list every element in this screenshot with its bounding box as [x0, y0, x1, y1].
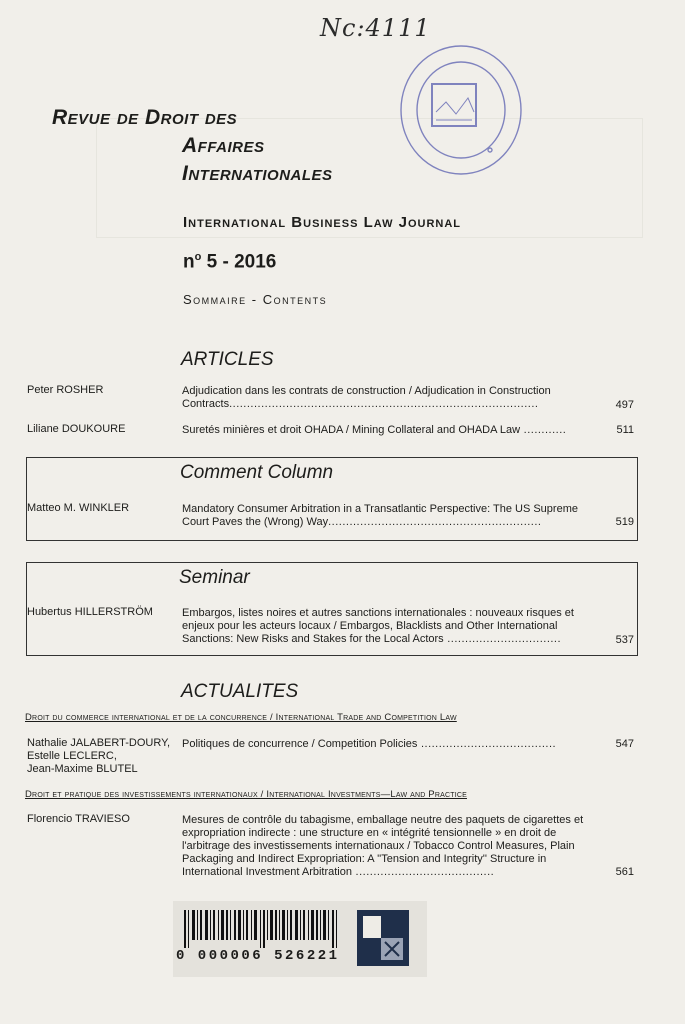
journal-subtitle: International Business Law Journal: [183, 214, 462, 231]
article-title-text: Adjudication dans les contrats de construction / Adjudication in Construction Contracts: [182, 385, 551, 410]
comment-title-text: Mandatory Consumer Arbitration in a Transatlantic Perspective: The US Supreme Court Paves the (Wrong) Way: [182, 503, 578, 528]
article-title: Adjudication dans les contrats de construction / Adjudication in Construction Contracts.......................................................................................: [182, 385, 551, 410]
library-stamp: [398, 42, 524, 178]
issue-rest: 5 - 2016: [201, 251, 277, 273]
competition-title: Politiques de concurrence / Competition Policies ......................................: [182, 738, 557, 750]
journal-title-line2: Affaires: [182, 134, 265, 157]
seminar-heading: Seminar: [179, 567, 250, 588]
barcode-digits: 0 000006 526221: [176, 948, 340, 964]
article-page: 511: [616, 424, 634, 436]
competition-authors: [27, 737, 170, 776]
actualites-heading: ACTUALITES: [181, 681, 299, 702]
competition-author: Estelle LECLERC,: [27, 750, 117, 762]
comment-author: Matteo M. WINKLER: [27, 502, 130, 514]
comment-column-heading: Comment Column: [180, 462, 334, 483]
journal-title: [52, 104, 333, 188]
article-title: Suretés minières et droit OHADA / Mining Collateral and OHADA Law ............: [182, 424, 567, 436]
library-logo-icon: [357, 910, 409, 966]
seminar-author: Hubertus HILLERSTRÖM: [27, 606, 153, 618]
competition-title-text: Politiques de concurrence / Competition Policies: [182, 738, 418, 750]
issue-sup: o: [194, 251, 202, 263]
article-page: 497: [615, 399, 634, 411]
investments-label: Droit et pratique des investissements internationaux / International Investments—Law and Practice: [25, 789, 467, 800]
investment-title: Mesures de contrôle du tabagisme, emballage neutre des paquets de cigarettes et expropriation indirecte : une structure en « intégrité tensionnelle » en droit de l'arbitrage des investissements internationaux / Tobacco Control Measures, Plain Packaging and Indirect Expropriation: A ''Tension and Integrity'' Structure in International Investment Arbitration .......................................: [182, 814, 584, 878]
handwritten-note: Nc:4111: [320, 14, 431, 42]
competition-author: Jean-Maxime BLUTEL: [27, 763, 138, 775]
comment-title: Mandatory Consumer Arbitration in a Transatlantic Perspective: The US Supreme Court Paves the (Wrong) Way............................................................: [182, 503, 578, 528]
article-author: Liliane DOUKOURE: [27, 423, 126, 435]
articles-heading: ARTICLES: [181, 349, 274, 370]
investment-author: Florencio TRAVIESO: [27, 813, 130, 825]
investment-page: 561: [615, 866, 634, 878]
article-author: Peter ROSHER: [27, 384, 104, 396]
competition-author: Nathalie JALABERT-DOURY,: [27, 737, 171, 749]
seminar-title-text: Embargos, listes noires et autres sanctions internationales : nouveaux risques et enjeux pour les acteurs locaux / Embargos, Blacklists and Other International Sanctions: New Risks and Stakes for the Local Actors: [182, 607, 574, 645]
trade-competition-label: Droit du commerce international et de la concurrence / International Trade and Competition Law: [25, 712, 457, 723]
investment-title-text: Mesures de contrôle du tabagisme, emballage neutre des paquets de cigarettes et expropriation indirecte : une structure en « intégrité tensionnelle » en droit de l'arbitrage des investissements internationaux / Tobacco Control Measures, Plain Packaging and Indirect Expropriation: A ''Tension and Integrity'' Structure in International Investment Arbitration: [182, 814, 584, 878]
contents-label: Sommaire - Contents: [183, 292, 328, 307]
issue-number: [183, 251, 276, 273]
comment-page: 519: [615, 516, 634, 528]
issue-prefix: n: [183, 251, 195, 273]
article-title-text: Suretés minières et droit OHADA / Mining Collateral and OHADA Law: [182, 424, 521, 436]
seminar-title: Embargos, listes noires et autres sanctions internationales : nouveaux risques et enjeux pour les acteurs locaux / Embargos, Blacklists and Other International Sanctions: New Risks and Stakes for the Local Actors ................................: [182, 607, 574, 645]
competition-page: 547: [615, 738, 634, 750]
seminar-page: 537: [615, 634, 634, 646]
journal-title-line3: Internationales: [182, 162, 333, 185]
journal-title-line1: Revue de Droit des: [52, 106, 238, 129]
barcode-icon: [184, 910, 354, 948]
